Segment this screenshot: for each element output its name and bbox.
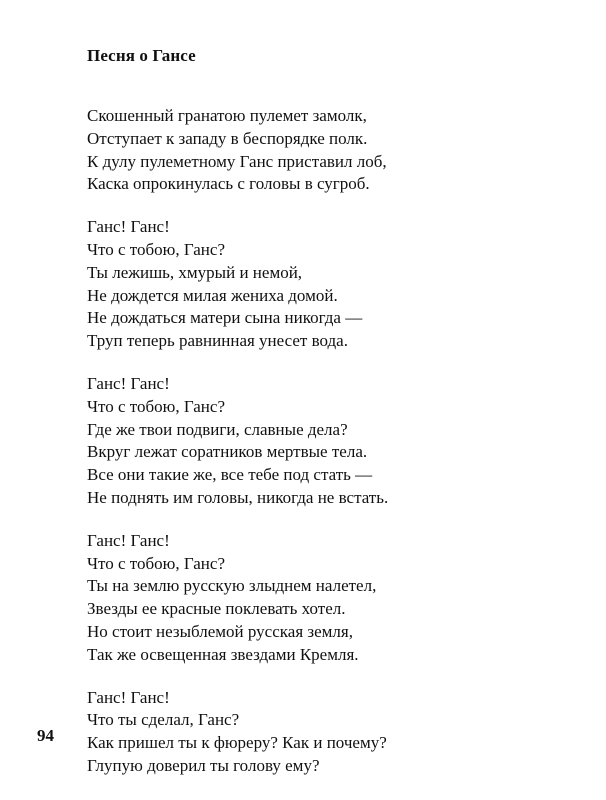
poem-line: Что с тобою, Ганс?	[87, 396, 225, 416]
poem-line: Что с тобою, Ганс?	[87, 239, 225, 259]
poem-line: Глупую доверил ты голову ему?	[87, 755, 320, 775]
poem-line: Так же освещенная звездами Кремля.	[87, 644, 359, 664]
poem-line: Все они такие же, все тебе под стать —	[87, 465, 373, 485]
stanza-4	[87, 530, 567, 667]
poem-line: Труп теперь равнинная унесет вода.	[87, 331, 348, 351]
poem-line: Как пришел ты к фюреру? Как и почему?	[87, 733, 387, 753]
poem-line: Ты на землю русскую злыднем налетел,	[87, 576, 377, 596]
stanza-3	[87, 373, 567, 510]
stanza-5	[87, 687, 567, 778]
poem-line: Не дождаться матери сына никогда —	[87, 308, 363, 328]
poem-line: Отступает к западу в беспорядке полк.	[87, 128, 368, 148]
stanza-2	[87, 216, 567, 353]
poem-line: Ганс! Ганс!	[87, 373, 170, 393]
poem-line: Вкруг лежат соратников мертвые тела.	[87, 442, 368, 462]
poem-line: Каска опрокинулась с головы в сугроб.	[87, 174, 370, 194]
poem-line: Но стоит незыблемой русская земля,	[87, 621, 353, 641]
poem-line: Не дождется милая жениха домой.	[87, 285, 338, 305]
page-number: 94	[37, 726, 54, 745]
poem-line: Где же твои подвиги, славные дела?	[87, 419, 348, 439]
poem-line: Ты лежишь, хмурый и немой,	[87, 262, 303, 282]
poem-line: К дулу пулеметному Ганс приставил лоб,	[87, 151, 387, 171]
stanza-1	[87, 105, 567, 196]
poem-line: Что ты сделал, Ганс?	[87, 710, 240, 730]
poem-line: Ганс! Ганс!	[87, 687, 170, 707]
poem-line: Скошенный гранатою пулемет замолк,	[87, 106, 367, 125]
poem-line: Ганс! Ганс!	[87, 530, 170, 550]
poem-line: Что с тобою, Ганс?	[87, 553, 225, 573]
poem-line: Не поднять им головы, никогда не встать.	[87, 487, 389, 507]
poem-title: Песня о Гансе	[87, 46, 196, 65]
poem-line: Ганс! Ганс!	[87, 217, 170, 237]
poem-line: Звезды ее красные поклевать хотел.	[87, 599, 346, 619]
poem-body	[87, 105, 567, 798]
